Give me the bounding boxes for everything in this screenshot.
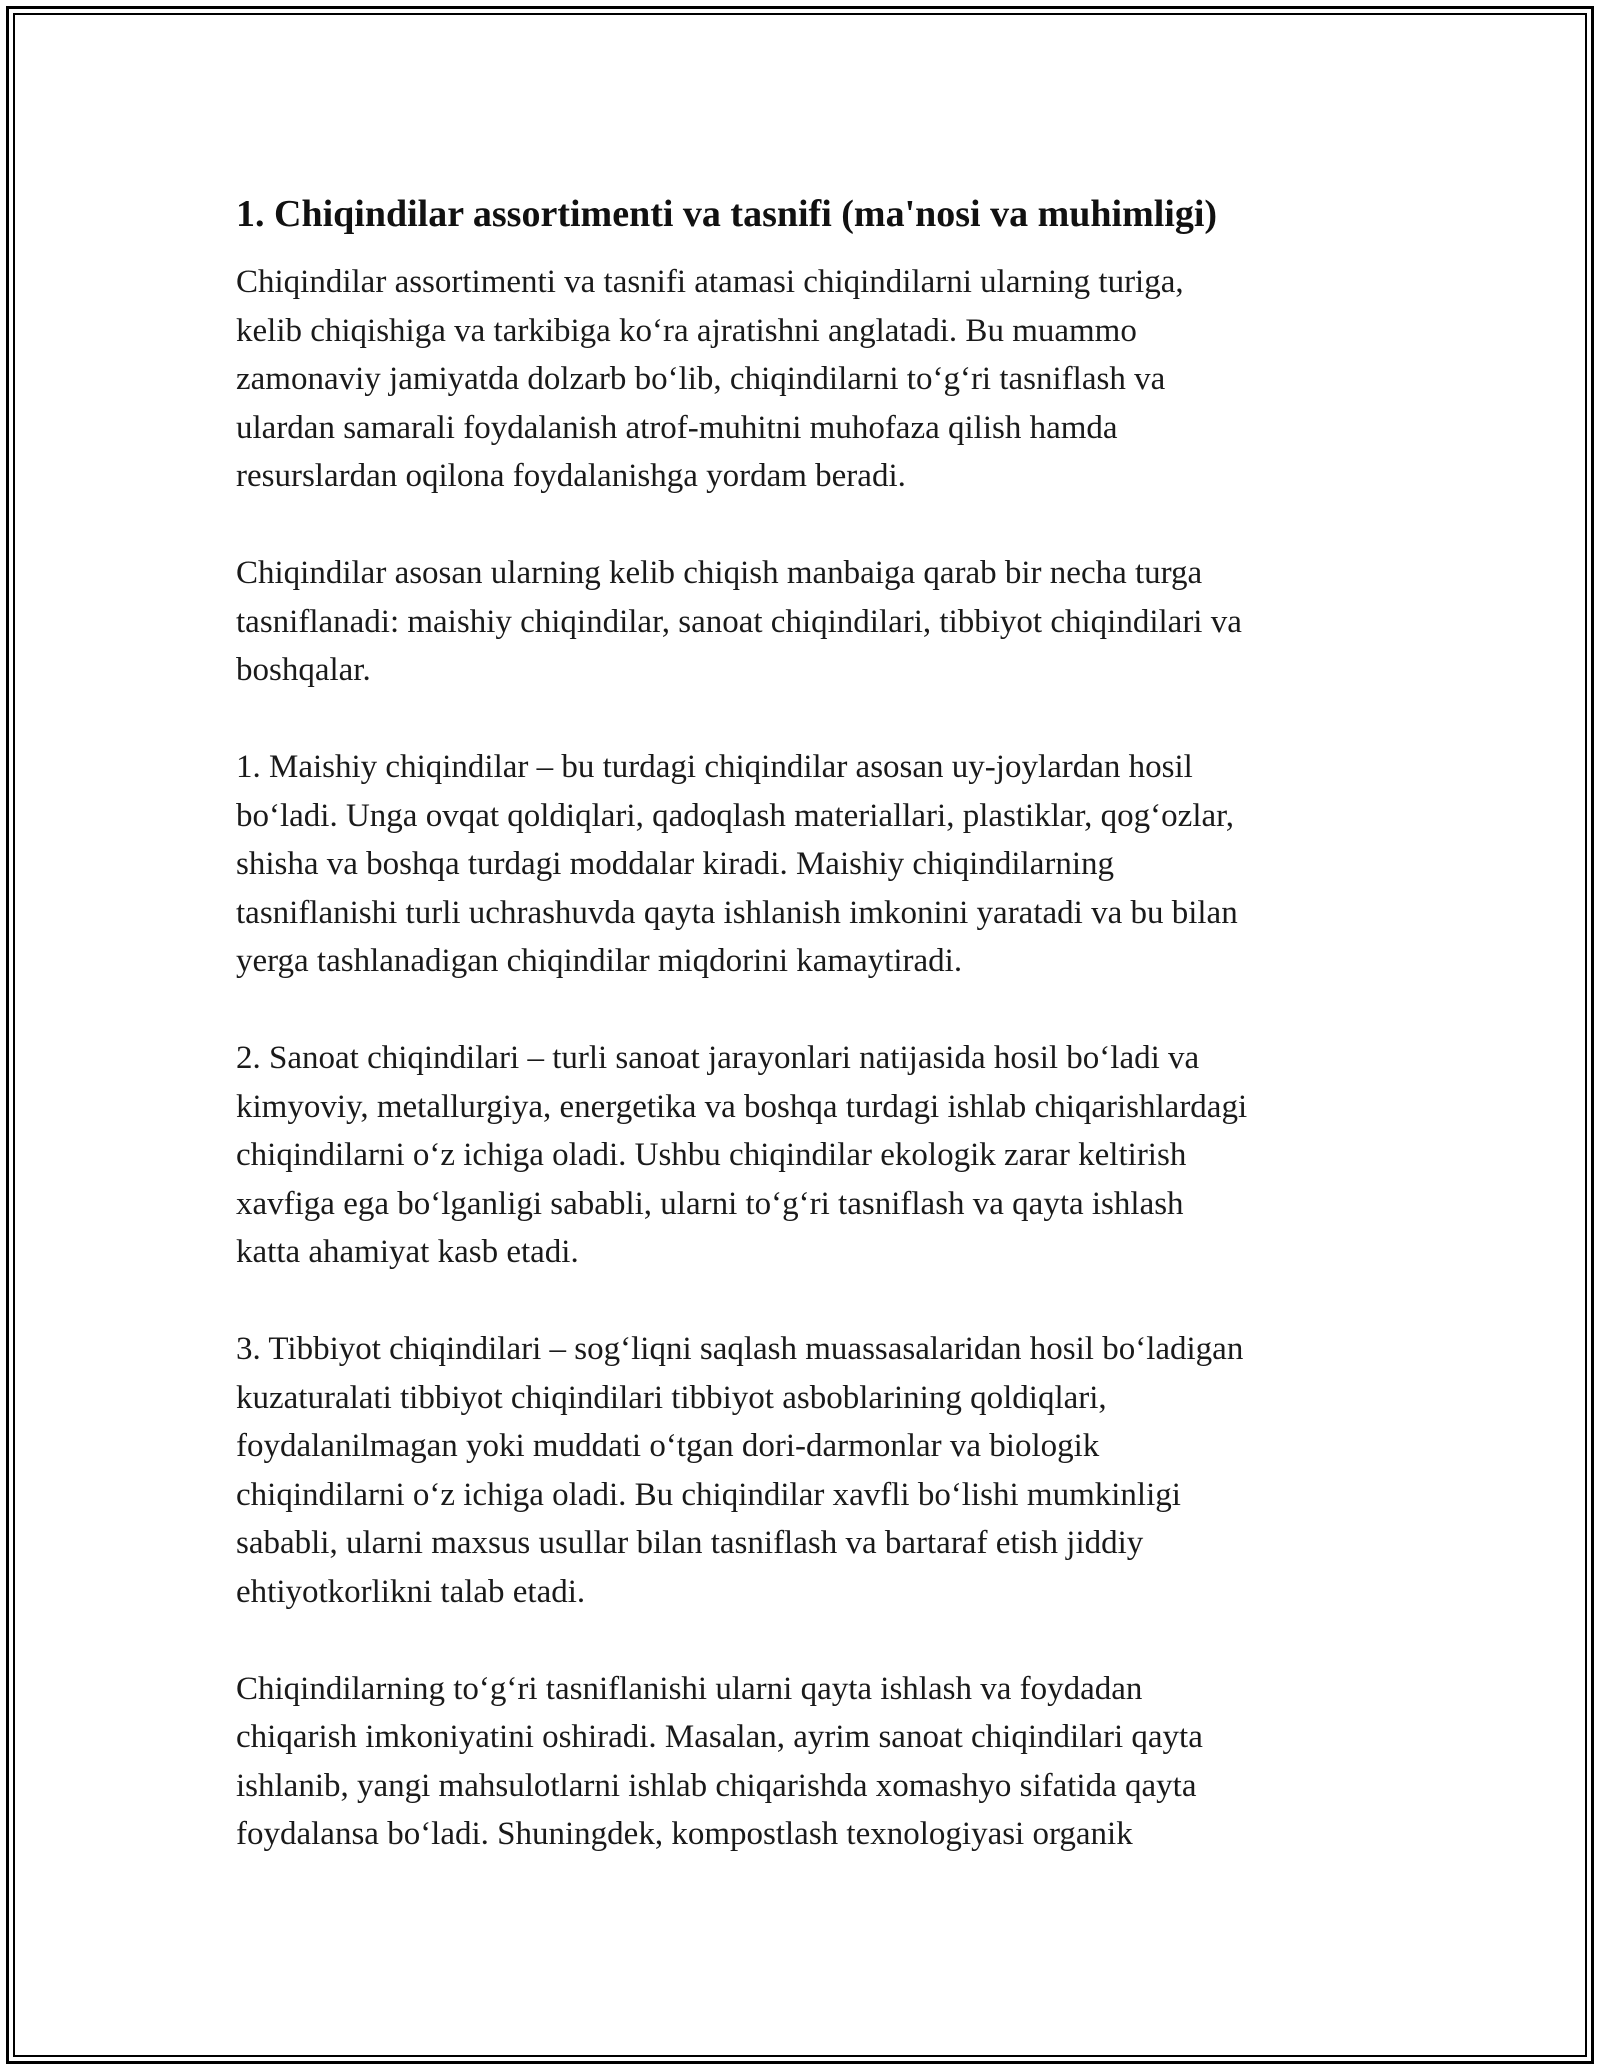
paragraph-medical-waste: 3. Tibbiyot chiqindilari – sog‘liqni saqlash muassasalaridan hosil bo‘ladigan kuzaturalati tibbiyot chiqindilari tibbiyot asboblarining qoldiqlari, foydalanilmagan yoki muddati o‘tgan dori-darmonlar va biologik chiqindilarni o‘z ichiga oladi. Bu chiqindilar xavfli bo‘lishi mumkinligi sababli, ularni maxsus usullar bilan tasniflash va bartaraf etish jiddiy ehtiyotkorlikni talab etadi. (236, 1331, 1244, 1610)
paragraph-classification: Chiqindilar asosan ularning kelib chiqish manbaiga qarab bir necha turga tasniflanadi: maishiy chiqindilar, sanoat chiqindilari, tibbiyot chiqindilari va boshqalar. (236, 555, 1242, 688)
paragraph-conclusion: Chiqindilarning to‘g‘ri tasniflanishi ularni qayta ishlash va foydadan chiqarish imkoniyatini oshiradi. Masalan, ayrim sanoat chiqindilari qayta ishlanib, yangi mahsulotlarni ishlab chiqarishda xomashyo sifatida qayta foydalansa bo‘ladi. Shuningdek, kompostlash texnologiyasi organik (236, 1670, 1203, 1852)
document-title: 1. Chiqindilar assortimenti va tasnifi (ma'nosi va muhimligi) (236, 193, 1218, 235)
paragraph-household-waste: 1. Maishiy chiqindilar – bu turdagi chiqindilar asosan uy-joylardan hosil bo‘ladi. Unga ovqat qoldiqlari, qadoqlash materiallari, plastiklar, qog‘ozlar, shisha va boshqa turdagi moddalar kiradi. Maishiy chiqindilarning tasniflanishi turli uchrashuvda qayta ishlanish imkonini yaratadi va bu bilan yerga tashlanadigan chiqindilar miqdorini kamaytiradi. (236, 749, 1238, 979)
paragraph-industrial-waste: 2. Sanoat chiqindilari – turli sanoat jarayonlari natijasida hosil bo‘ladi va kimyoviy, metallurgiya, energetika va boshqa turdagi ishlab chiqarishlardagi chiqindilarni o‘z ichiga oladi. Ushbu chiqindilar ekologik zarar keltirish xavfiga ega bo‘lganligi sababli, ularni to‘g‘ri tasniflash va qayta ishlash katta ahamiyat kasb etadi. (236, 1040, 1248, 1270)
document-page (236, 190, 1376, 1907)
paragraph-intro: Chiqindilar assortimenti va tasnifi atamasi chiqindilarni ularning turiga, kelib chiqishiga va tarkibiga ko‘ra ajratishni anglatadi. Bu muammo zamonaviy jamiyatda dolzarb bo‘lib, chiqindilarni to‘g‘ri tasniflash va ulardan samarali foydalanish atrof-muhitni muhofaza qilish hamda resurslardan oqilona foydalanishga yordam beradi. (236, 264, 1184, 494)
